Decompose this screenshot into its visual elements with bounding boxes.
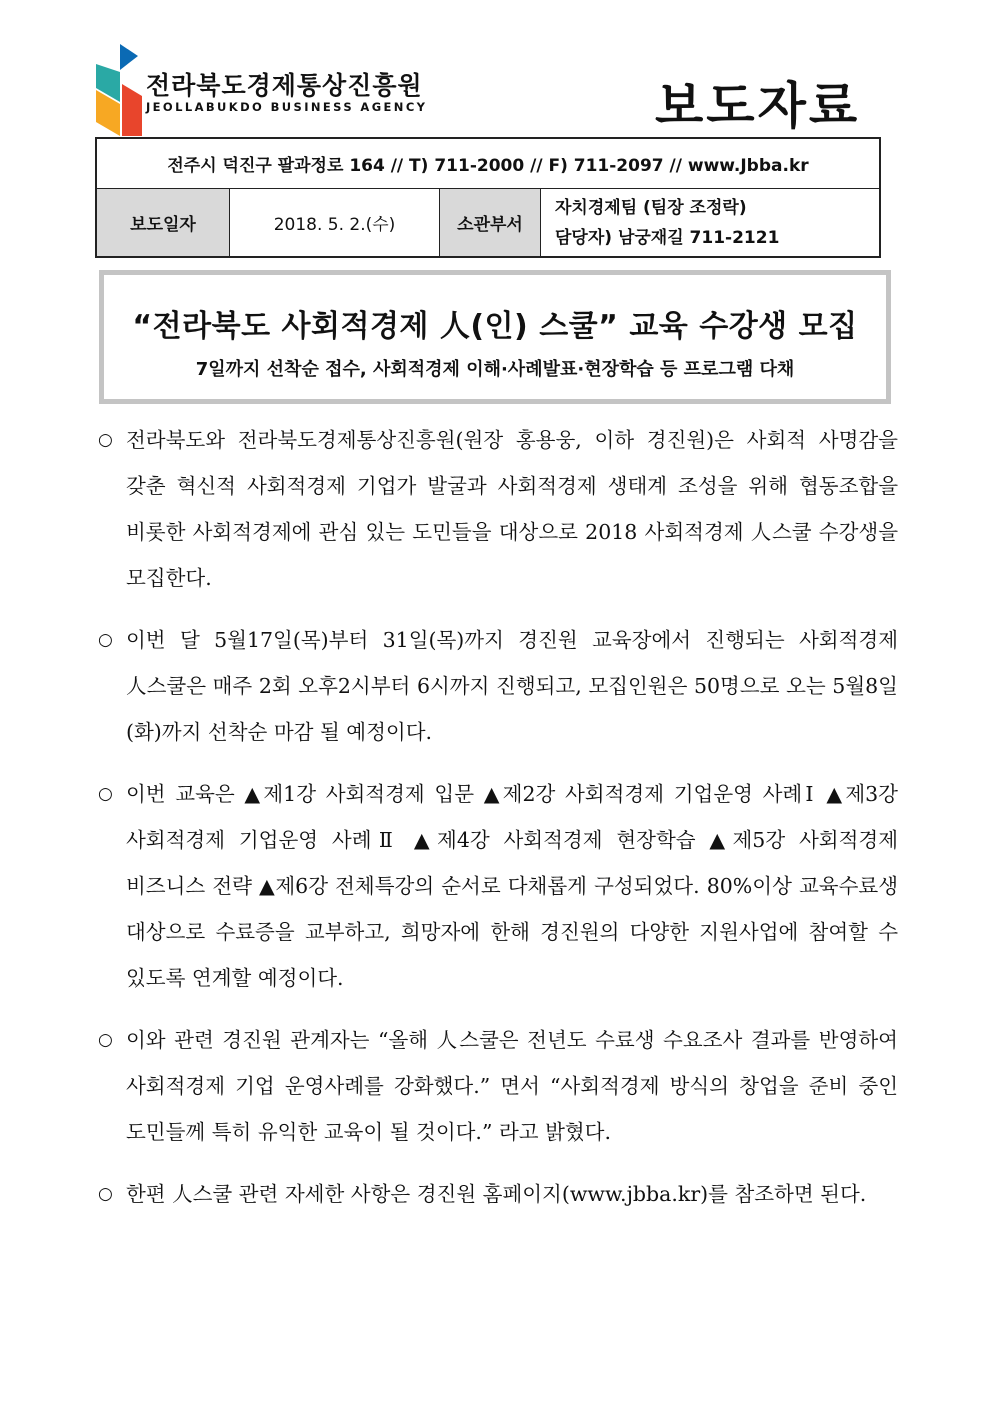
bullet-circle-icon: ○: [98, 1184, 113, 1204]
org-name-korean: 전라북도경제통상진흥원: [146, 71, 423, 100]
department-label: 소관부서: [440, 189, 541, 256]
bullet-circle-icon: ○: [98, 630, 113, 650]
headline-title: “전라북도 사회적경제 人(인) 스쿨” 교육 수강생 모집: [132, 309, 858, 344]
bullet-circle-icon: ○: [98, 430, 113, 450]
release-date-value: 2018. 5. 2.(수): [230, 189, 440, 256]
headline-box: [99, 270, 891, 404]
article-paragraph: [98, 771, 898, 1001]
release-date-label: 보도일자: [97, 189, 230, 256]
article-paragraph: [98, 417, 898, 601]
press-info-row: [97, 189, 879, 256]
contact-line: 전주시 덕진구 팔과정로 164 // T) 711-2000 // F) 711-2097 // www.Jbba.kr: [97, 139, 879, 189]
agency-logo-icon: [94, 44, 142, 136]
department-contact: 담당자) 남궁재길 711-2121: [555, 227, 780, 248]
article-body: [98, 417, 898, 1233]
paragraph-text: 이와 관련 경진원 관계자는 “올해 人스쿨은 전년도 수료생 수요조사 결과를 반영하여 사회적경제 기업 운영사례를 강화했다.” 면서 “사회적경제 방식의 창업을 준비 중인 도민들께 특히 유익한 교육이 될 것이다.” 라고 밝혔다.: [126, 1028, 898, 1144]
paragraph-text: 한편 人스쿨 관련 자세한 사항은 경진원 홈페이지(www.jbba.kr)를 참조하면 된다.: [126, 1182, 867, 1206]
department-info: [541, 189, 879, 256]
org-name-english: JEOLLABUKDO BUSINESS AGENCY: [146, 100, 428, 114]
paragraph-text: 전라북도와 전라북도경제통상진흥원(원장 홍용웅, 이하 경진원)은 사회적 사명감을 갖춘 혁신적 사회적경제 기업가 발굴과 사회적경제 생태계 조성을 위해 협동조합을 비롯한 사회적경제에 관심 있는 도민들을 대상으로 2018 사회적경제 人스쿨 수강생을 모집한다.: [126, 428, 898, 590]
paragraph-text: 이번 교육은 ▲제1강 사회적경제 입문 ▲제2강 사회적경제 기업운영 사례Ⅰ ▲제3강 사회적경제 기업운영 사례Ⅱ ▲제4강 사회적경제 현장학습 ▲제5강 사회적경제 비즈니스 전략 ▲제6강 전체특강의 순서로 다채롭게 구성되었다. 80%이상 교육수료생 대상으로 수료증을 교부하고, 희망자에 한해 경진원의 다양한 지원사업에 참여할 수 있도록 연계할 예정이다.: [126, 782, 898, 990]
department-team: 자치경제팀 (팀장 조정락): [555, 197, 747, 218]
bullet-circle-icon: ○: [98, 784, 113, 804]
bullet-circle-icon: ○: [98, 1030, 113, 1050]
article-paragraph: [98, 617, 898, 755]
paragraph-text: 이번 달 5월17일(목)부터 31일(목)까지 경진원 교육장에서 진행되는 사회적경제 人스쿨은 매주 2회 오후2시부터 6시까지 진행되고, 모집인원은 50명으로 오는 5월8일(화)까지 선착순 마감 될 예정이다.: [126, 628, 898, 744]
document-type-title: 보도자료: [655, 77, 861, 135]
article-paragraph: [98, 1017, 898, 1155]
article-paragraph: [98, 1171, 898, 1217]
headline-subtitle: 7일까지 선착순 접수, 사회적경제 이해·사례발표·현장학습 등 프로그램 다채: [195, 359, 795, 380]
press-info-table: [95, 137, 881, 258]
